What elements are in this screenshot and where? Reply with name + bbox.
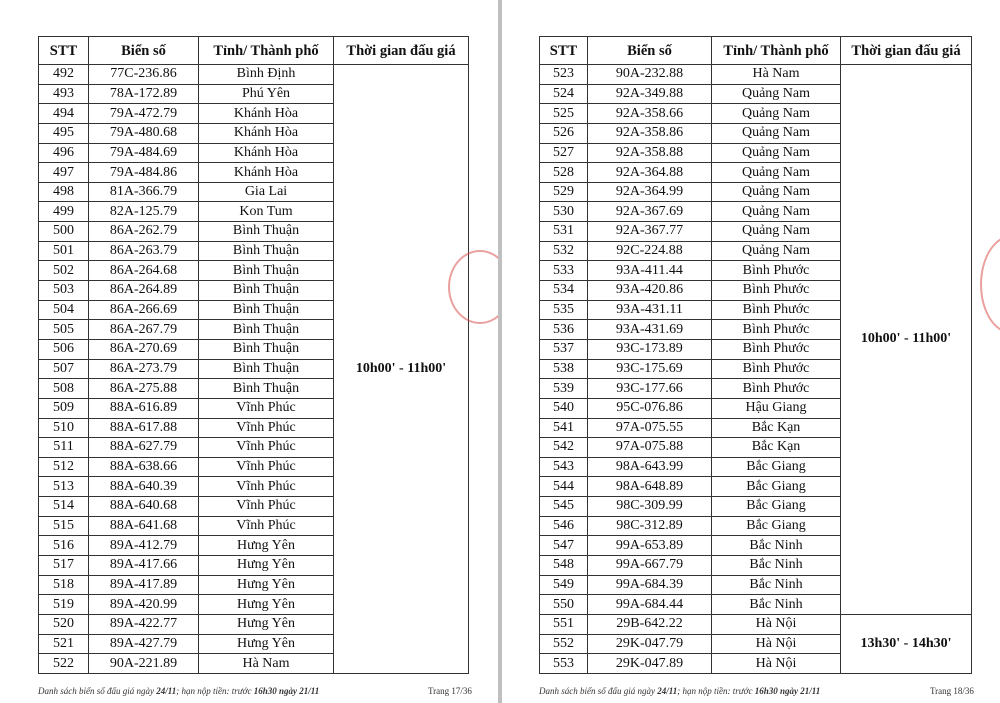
row-province: Bắc Giang	[712, 477, 841, 497]
row-province: Bình Phước	[712, 379, 841, 399]
row-stt: 508	[39, 379, 89, 399]
row-province: Hưng Yên	[199, 536, 334, 556]
row-plate: 92A-364.99	[588, 182, 712, 202]
row-stt: 547	[540, 536, 588, 556]
row-plate: 86A-264.68	[89, 261, 199, 281]
row-stt: 511	[39, 438, 89, 458]
table-body-left	[39, 65, 469, 674]
row-stt: 528	[540, 163, 588, 183]
auction-time-cell: 13h30' - 14h30'	[841, 614, 972, 673]
footer-date: 24/11	[657, 686, 678, 696]
row-stt: 533	[540, 261, 588, 281]
row-province: Quảng Nam	[712, 182, 841, 202]
row-plate: 89A-427.79	[89, 634, 199, 654]
row-plate: 29B-642.22	[588, 614, 712, 634]
row-plate: 29K-047.89	[588, 654, 712, 674]
row-stt: 548	[540, 556, 588, 576]
row-province: Vĩnh Phúc	[199, 516, 334, 536]
row-plate: 92C-224.88	[588, 241, 712, 261]
row-plate: 88A-640.39	[89, 477, 199, 497]
row-stt: 532	[540, 241, 588, 261]
table-row	[540, 614, 972, 634]
red-stamp-partial	[980, 235, 1000, 334]
table-row	[540, 65, 972, 85]
row-plate: 92A-349.88	[588, 84, 712, 104]
table-row	[39, 65, 469, 85]
row-plate: 97A-075.88	[588, 438, 712, 458]
row-province: Vĩnh Phúc	[199, 418, 334, 438]
footer-note	[539, 686, 820, 696]
row-stt: 518	[39, 575, 89, 595]
row-province: Quảng Nam	[712, 143, 841, 163]
row-province: Bắc Kạn	[712, 418, 841, 438]
row-plate: 86A-263.79	[89, 241, 199, 261]
table-header-row	[39, 37, 469, 65]
row-province: Bắc Ninh	[712, 556, 841, 576]
row-stt: 540	[540, 398, 588, 418]
row-stt: 512	[39, 457, 89, 477]
page-number: Trang 17/36	[428, 686, 472, 696]
row-province: Quảng Nam	[712, 222, 841, 242]
row-stt: 504	[39, 300, 89, 320]
plate-table-right	[539, 36, 972, 674]
row-province: Bình Thuận	[199, 261, 334, 281]
row-stt: 543	[540, 457, 588, 477]
row-stt: 493	[39, 84, 89, 104]
document-page-left	[0, 0, 498, 703]
row-province: Bình Phước	[712, 359, 841, 379]
row-plate: 88A-616.89	[89, 398, 199, 418]
row-plate: 99A-653.89	[588, 536, 712, 556]
row-plate: 89A-412.79	[89, 536, 199, 556]
header-auction-time: Thời gian đấu giá	[334, 37, 469, 65]
row-province: Hà Nội	[712, 614, 841, 634]
row-stt: 530	[540, 202, 588, 222]
row-stt: 513	[39, 477, 89, 497]
row-plate: 93C-177.66	[588, 379, 712, 399]
row-province: Quảng Nam	[712, 202, 841, 222]
row-plate: 89A-417.89	[89, 575, 199, 595]
row-province: Phú Yên	[199, 84, 334, 104]
row-stt: 537	[540, 339, 588, 359]
row-stt: 541	[540, 418, 588, 438]
row-province: Quảng Nam	[712, 123, 841, 143]
row-plate: 78A-172.89	[89, 84, 199, 104]
row-province: Quảng Nam	[712, 163, 841, 183]
row-plate: 92A-364.88	[588, 163, 712, 183]
row-plate: 98C-312.89	[588, 516, 712, 536]
row-plate: 79A-484.86	[89, 163, 199, 183]
row-province: Bình Thuận	[199, 222, 334, 242]
row-stt: 505	[39, 320, 89, 340]
row-plate: 92A-358.88	[588, 143, 712, 163]
row-stt: 502	[39, 261, 89, 281]
row-stt: 545	[540, 497, 588, 517]
row-province: Quảng Nam	[712, 241, 841, 261]
row-province: Gia Lai	[199, 182, 334, 202]
row-province: Bình Thuận	[199, 300, 334, 320]
table-header-row	[540, 37, 972, 65]
row-province: Bắc Giang	[712, 516, 841, 536]
row-plate: 90A-221.89	[89, 654, 199, 674]
row-province: Bắc Ninh	[712, 575, 841, 595]
row-stt: 499	[39, 202, 89, 222]
footer-deadline: 16h30 ngày 21/11	[754, 686, 821, 696]
footer-middle: ; hạn nộp tiền: trước	[176, 686, 254, 696]
row-stt: 544	[540, 477, 588, 497]
row-stt: 496	[39, 143, 89, 163]
row-stt: 534	[540, 281, 588, 301]
row-province: Hưng Yên	[199, 595, 334, 615]
row-plate: 79A-472.79	[89, 104, 199, 124]
row-stt: 514	[39, 497, 89, 517]
table-body-right	[540, 65, 972, 674]
row-plate: 88A-617.88	[89, 418, 199, 438]
row-plate: 99A-667.79	[588, 556, 712, 576]
row-plate: 86A-267.79	[89, 320, 199, 340]
row-stt: 535	[540, 300, 588, 320]
row-plate: 93A-411.44	[588, 261, 712, 281]
row-province: Vĩnh Phúc	[199, 398, 334, 418]
row-plate: 82A-125.79	[89, 202, 199, 222]
row-plate: 88A-641.68	[89, 516, 199, 536]
page-number: Trang 18/36	[930, 686, 974, 696]
row-stt: 492	[39, 65, 89, 85]
row-plate: 92A-367.69	[588, 202, 712, 222]
row-province: Bình Phước	[712, 339, 841, 359]
row-plate: 77C-236.86	[89, 65, 199, 85]
row-province: Hưng Yên	[199, 614, 334, 634]
row-stt: 507	[39, 359, 89, 379]
row-province: Bắc Giang	[712, 497, 841, 517]
row-stt: 517	[39, 556, 89, 576]
row-plate: 88A-638.66	[89, 457, 199, 477]
row-stt: 521	[39, 634, 89, 654]
row-plate: 81A-366.79	[89, 182, 199, 202]
row-plate: 93C-175.69	[588, 359, 712, 379]
row-province: Bình Thuận	[199, 379, 334, 399]
row-stt: 553	[540, 654, 588, 674]
row-province: Hưng Yên	[199, 575, 334, 595]
row-province: Bình Phước	[712, 281, 841, 301]
footer-prefix: Danh sách biển số đấu giá ngày	[539, 686, 658, 696]
row-plate: 92A-367.77	[588, 222, 712, 242]
row-plate: 79A-484.69	[89, 143, 199, 163]
row-stt: 519	[39, 595, 89, 615]
footer-deadline: 16h30 ngày 21/11	[253, 686, 320, 696]
row-province: Hà Nam	[199, 654, 334, 674]
row-province: Khánh Hòa	[199, 123, 334, 143]
row-stt: 500	[39, 222, 89, 242]
row-province: Hà Nội	[712, 634, 841, 654]
footer-note	[38, 686, 319, 696]
row-plate: 88A-627.79	[89, 438, 199, 458]
row-stt: 536	[540, 320, 588, 340]
row-plate: 93A-431.69	[588, 320, 712, 340]
row-province: Hưng Yên	[199, 556, 334, 576]
row-province: Bình Thuận	[199, 359, 334, 379]
row-stt: 501	[39, 241, 89, 261]
row-plate: 99A-684.44	[588, 595, 712, 615]
row-province: Quảng Nam	[712, 104, 841, 124]
row-plate: 93A-420.86	[588, 281, 712, 301]
row-stt: 495	[39, 123, 89, 143]
row-province: Bình Thuận	[199, 281, 334, 301]
header-province: Tỉnh/ Thành phố	[712, 37, 841, 65]
row-plate: 86A-275.88	[89, 379, 199, 399]
row-plate: 99A-684.39	[588, 575, 712, 595]
row-stt: 550	[540, 595, 588, 615]
row-stt: 498	[39, 182, 89, 202]
row-plate: 89A-420.99	[89, 595, 199, 615]
row-plate: 95C-076.86	[588, 398, 712, 418]
row-plate: 86A-266.69	[89, 300, 199, 320]
row-stt: 526	[540, 123, 588, 143]
row-province: Bình Phước	[712, 300, 841, 320]
row-stt: 542	[540, 438, 588, 458]
header-auction-time: Thời gian đấu giá	[841, 37, 972, 65]
row-plate: 90A-232.88	[588, 65, 712, 85]
row-plate: 98A-648.89	[588, 477, 712, 497]
row-stt: 520	[39, 614, 89, 634]
row-stt: 506	[39, 339, 89, 359]
row-plate: 86A-273.79	[89, 359, 199, 379]
row-plate: 88A-640.68	[89, 497, 199, 517]
row-province: Quảng Nam	[712, 84, 841, 104]
row-stt: 546	[540, 516, 588, 536]
row-province: Vĩnh Phúc	[199, 477, 334, 497]
row-province: Vĩnh Phúc	[199, 457, 334, 477]
row-plate: 79A-480.68	[89, 123, 199, 143]
row-stt: 515	[39, 516, 89, 536]
auction-time-cell: 10h00' - 11h00'	[334, 65, 469, 674]
row-stt: 525	[540, 104, 588, 124]
row-plate: 98C-309.99	[588, 497, 712, 517]
row-stt: 509	[39, 398, 89, 418]
row-stt: 494	[39, 104, 89, 124]
row-province: Vĩnh Phúc	[199, 438, 334, 458]
row-province: Khánh Hòa	[199, 163, 334, 183]
row-province: Khánh Hòa	[199, 143, 334, 163]
row-stt: 516	[39, 536, 89, 556]
row-province: Bình Định	[199, 65, 334, 85]
footer-prefix: Danh sách biển số đấu giá ngày	[38, 686, 157, 696]
row-plate: 92A-358.86	[588, 123, 712, 143]
row-province: Bình Thuận	[199, 339, 334, 359]
row-stt: 522	[39, 654, 89, 674]
row-stt: 497	[39, 163, 89, 183]
row-province: Bình Thuận	[199, 241, 334, 261]
header-stt: STT	[540, 37, 588, 65]
row-province: Khánh Hòa	[199, 104, 334, 124]
row-province: Bắc Ninh	[712, 536, 841, 556]
row-plate: 93C-173.89	[588, 339, 712, 359]
row-stt: 524	[540, 84, 588, 104]
row-plate: 98A-643.99	[588, 457, 712, 477]
row-stt: 503	[39, 281, 89, 301]
plate-table-left	[38, 36, 469, 674]
header-province: Tỉnh/ Thành phố	[199, 37, 334, 65]
row-stt: 539	[540, 379, 588, 399]
row-stt: 551	[540, 614, 588, 634]
row-province: Kon Tum	[199, 202, 334, 222]
row-plate: 86A-262.79	[89, 222, 199, 242]
row-plate: 93A-431.11	[588, 300, 712, 320]
footer-date: 24/11	[156, 686, 177, 696]
header-stt: STT	[39, 37, 89, 65]
row-province: Bình Phước	[712, 261, 841, 281]
row-plate: 86A-270.69	[89, 339, 199, 359]
footer-middle: ; hạn nộp tiền: trước	[677, 686, 755, 696]
row-province: Vĩnh Phúc	[199, 497, 334, 517]
row-province: Bắc Kạn	[712, 438, 841, 458]
row-province: Hậu Giang	[712, 398, 841, 418]
row-plate: 29K-047.79	[588, 634, 712, 654]
row-plate: 92A-358.66	[588, 104, 712, 124]
row-province: Bắc Giang	[712, 457, 841, 477]
row-plate: 89A-417.66	[89, 556, 199, 576]
row-province: Hà Nội	[712, 654, 841, 674]
row-stt: 538	[540, 359, 588, 379]
document-page-right	[502, 0, 1000, 703]
row-stt: 510	[39, 418, 89, 438]
row-province: Bình Thuận	[199, 320, 334, 340]
row-province: Bắc Ninh	[712, 595, 841, 615]
row-plate: 97A-075.55	[588, 418, 712, 438]
row-stt: 531	[540, 222, 588, 242]
row-plate: 89A-422.77	[89, 614, 199, 634]
row-stt: 549	[540, 575, 588, 595]
auction-time-cell: 10h00' - 11h00'	[841, 65, 972, 615]
row-province: Hưng Yên	[199, 634, 334, 654]
row-province: Bình Phước	[712, 320, 841, 340]
row-province: Hà Nam	[712, 65, 841, 85]
row-stt: 552	[540, 634, 588, 654]
header-plate: Biển số	[588, 37, 712, 65]
row-stt: 527	[540, 143, 588, 163]
row-stt: 529	[540, 182, 588, 202]
row-plate: 86A-264.89	[89, 281, 199, 301]
header-plate: Biển số	[89, 37, 199, 65]
row-stt: 523	[540, 65, 588, 85]
